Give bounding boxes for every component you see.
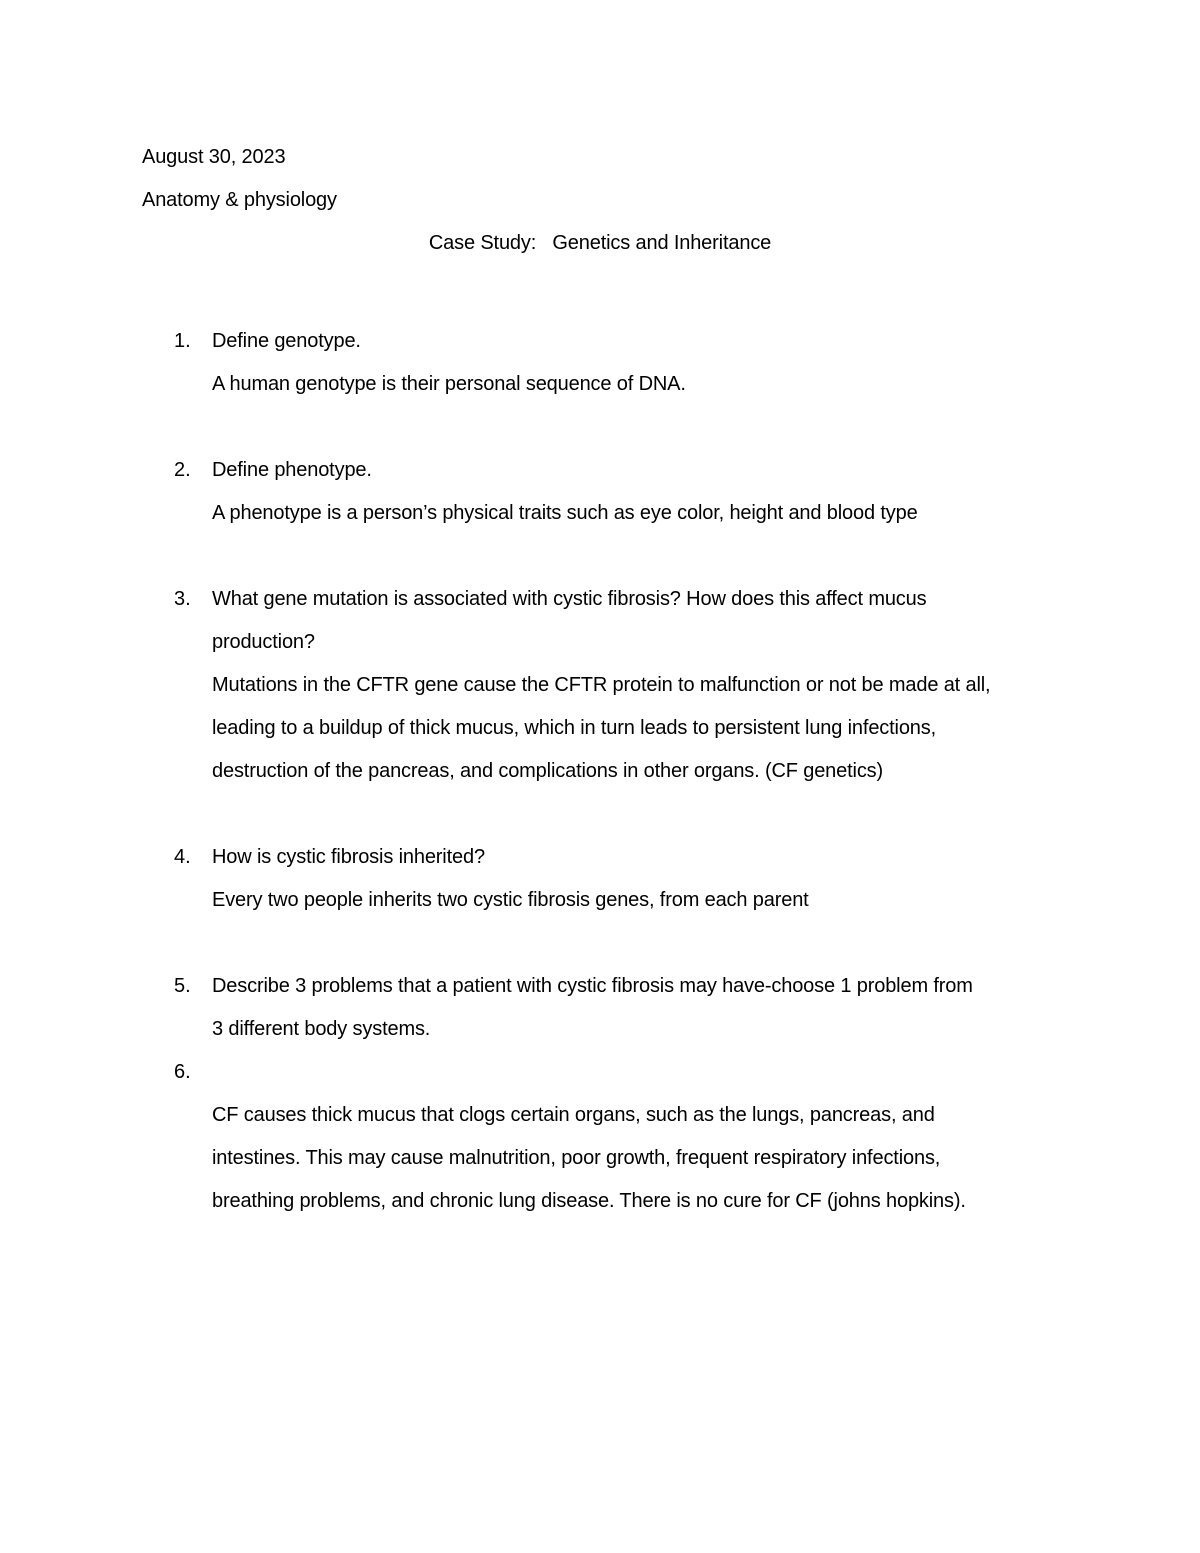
answer-line: destruction of the pancreas, and complications in other organs. (CF genetics): [212, 760, 884, 782]
item-number: 1.: [174, 330, 191, 352]
answer-line: intestines. This may cause malnutrition, poor growth, frequent respiratory infections,: [212, 1147, 941, 1169]
item-number: 2.: [174, 459, 191, 481]
question-line: How is cystic fibrosis inherited?: [212, 846, 485, 868]
answer-line: breathing problems, and chronic lung disease. There is no cure for CF (johns hopkins).: [212, 1190, 966, 1212]
question-line: What gene mutation is associated with cystic fibrosis? How does this affect mucus: [212, 588, 927, 610]
answer-line: CF causes thick mucus that clogs certain organs, such as the lungs, pancreas, and: [212, 1104, 935, 1126]
question-line: production?: [212, 631, 315, 653]
answer-line: leading to a buildup of thick mucus, which in turn leads to persistent lung infections,: [212, 717, 937, 739]
answer-line: A phenotype is a person’s physical traits such as eye color, height and blood type: [212, 502, 918, 524]
answer-line: Mutations in the CFTR gene cause the CFTR protein to malfunction or not be made at all,: [212, 674, 991, 696]
document-title: Case Study: Genetics and Inheritance: [428, 232, 772, 254]
question-line: Describe 3 problems that a patient with cystic fibrosis may have-choose 1 problem from: [212, 975, 973, 997]
answer-line: Every two people inherits two cystic fibrosis genes, from each parent: [212, 889, 809, 911]
item-number: 3.: [174, 588, 191, 610]
question-line: 3 different body systems.: [212, 1018, 431, 1040]
document-date: August 30, 2023: [142, 146, 286, 168]
item-number: 5.: [174, 975, 191, 997]
question-line: Define genotype.: [212, 330, 361, 352]
answer-line: A human genotype is their personal sequence of DNA.: [212, 373, 686, 395]
question-line: Define phenotype.: [212, 459, 372, 481]
item-number: 4.: [174, 846, 191, 868]
item-number: 6.: [174, 1061, 191, 1083]
course-name: Anatomy & physiology: [142, 189, 337, 211]
